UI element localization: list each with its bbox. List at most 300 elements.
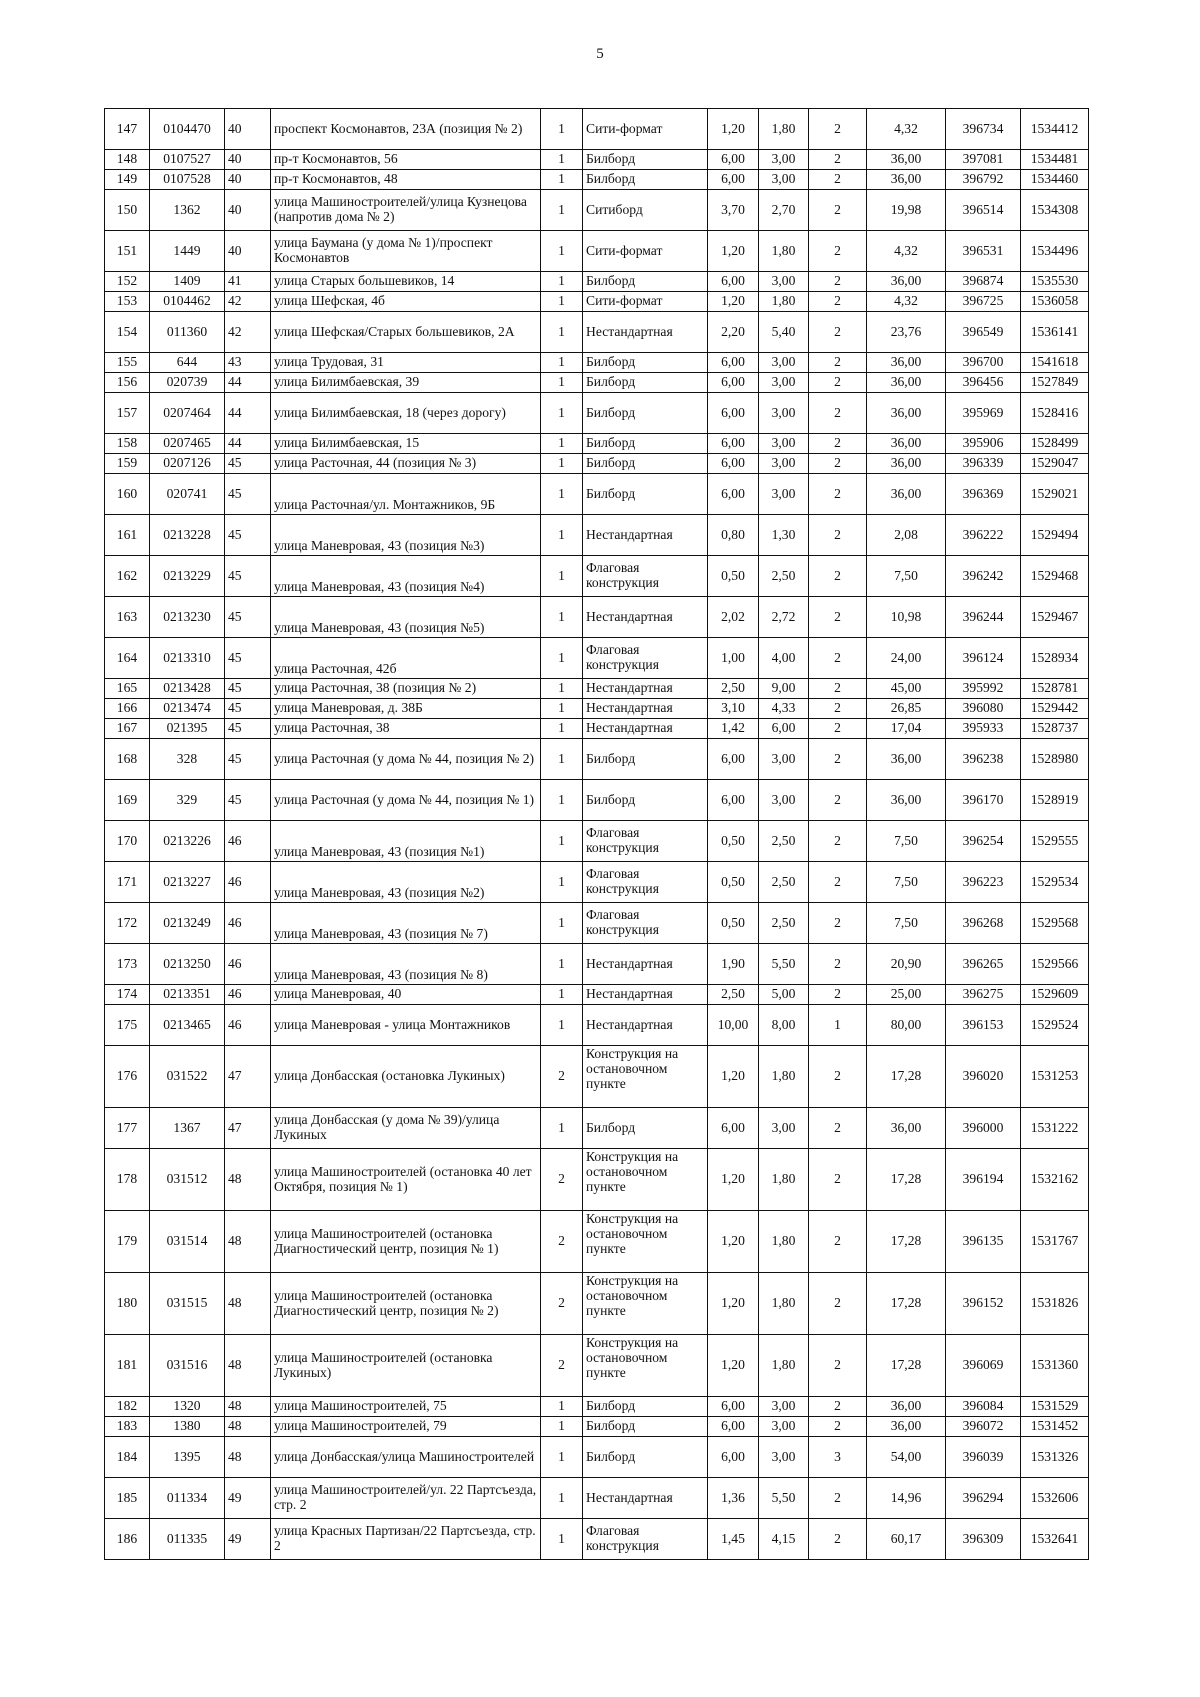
cell-count: 2 [541, 1211, 583, 1273]
cell-coord-x: 396275 [946, 985, 1021, 1005]
cell-sides: 2 [809, 821, 867, 862]
cell-count: 1 [541, 292, 583, 312]
cell-width: 2,20 [708, 312, 759, 353]
cell-sides: 2 [809, 272, 867, 292]
cell-construction-code: 011335 [150, 1519, 225, 1560]
cell-address: улица Маневровая, д. 38Б [271, 699, 541, 719]
cell-height: 2,70 [759, 190, 809, 231]
cell-district-code: 45 [225, 739, 271, 780]
cell-address: улица Донбасская (у дома № 39)/улица Лукиных [271, 1108, 541, 1149]
cell-width: 1,90 [708, 944, 759, 985]
table-row [105, 150, 1089, 170]
cell-district-code: 45 [225, 780, 271, 821]
cell-district-code: 48 [225, 1335, 271, 1397]
cell-width: 1,20 [708, 109, 759, 150]
cell-district-code: 47 [225, 1046, 271, 1108]
cell-area: 2,08 [867, 515, 946, 556]
cell-coord-x: 396000 [946, 1108, 1021, 1149]
cell-sides: 2 [809, 862, 867, 903]
cell-construction-type: Флаговая конструкция [583, 638, 708, 679]
table-row [105, 109, 1089, 150]
cell-address: улица Машиностроителей (остановка 40 лет Октября, позиция № 1) [271, 1149, 541, 1211]
table-row [105, 1397, 1089, 1417]
cell-coord-x: 396549 [946, 312, 1021, 353]
table-row [105, 393, 1089, 434]
cell-construction-type: Конструкция на остановочном пункте [583, 1211, 708, 1273]
table-row [105, 638, 1089, 679]
cell-construction-code: 0207126 [150, 454, 225, 474]
cell-sides: 2 [809, 1335, 867, 1397]
cell-sides: 2 [809, 434, 867, 454]
cell-area: 24,00 [867, 638, 946, 679]
cell-row-number: 156 [105, 373, 150, 393]
cell-construction-code: 0213474 [150, 699, 225, 719]
cell-construction-type: Билборд [583, 1397, 708, 1417]
cell-count: 1 [541, 597, 583, 638]
cell-coord-y: 1529442 [1021, 699, 1089, 719]
cell-coord-y: 1529566 [1021, 944, 1089, 985]
table-row [105, 190, 1089, 231]
cell-coord-y: 1528934 [1021, 638, 1089, 679]
table-row [105, 719, 1089, 739]
cell-coord-x: 396874 [946, 272, 1021, 292]
cell-construction-code: 031514 [150, 1211, 225, 1273]
cell-height: 9,00 [759, 679, 809, 699]
cell-count: 1 [541, 109, 583, 150]
cell-address: проспект Космонавтов, 23А (позиция № 2) [271, 109, 541, 150]
cell-area: 60,17 [867, 1519, 946, 1560]
cell-row-number: 153 [105, 292, 150, 312]
cell-row-number: 175 [105, 1005, 150, 1046]
cell-construction-type: Флаговая конструкция [583, 862, 708, 903]
cell-coord-x: 396725 [946, 292, 1021, 312]
cell-construction-code: 020741 [150, 474, 225, 515]
table-row [105, 1478, 1089, 1519]
cell-district-code: 40 [225, 150, 271, 170]
cell-row-number: 164 [105, 638, 150, 679]
cell-construction-type: Билборд [583, 780, 708, 821]
table-row [105, 862, 1089, 903]
cell-construction-type: Флаговая конструкция [583, 1519, 708, 1560]
cell-district-code: 46 [225, 821, 271, 862]
table-row [105, 903, 1089, 944]
table-row [105, 1519, 1089, 1560]
cell-address: улица Машиностроителей (остановка Диагностический центр, позиция № 1) [271, 1211, 541, 1273]
cell-count: 1 [541, 739, 583, 780]
cell-coord-y: 1534496 [1021, 231, 1089, 272]
cell-construction-type: Нестандартная [583, 719, 708, 739]
cell-construction-type: Сити-формат [583, 292, 708, 312]
cell-construction-code: 0104462 [150, 292, 225, 312]
cell-district-code: 40 [225, 109, 271, 150]
cell-count: 1 [541, 679, 583, 699]
cell-row-number: 161 [105, 515, 150, 556]
cell-address: улица Машиностроителей (остановка Диагностический центр, позиция № 2) [271, 1273, 541, 1335]
cell-width: 0,80 [708, 515, 759, 556]
table-row [105, 739, 1089, 780]
cell-address: улица Маневровая, 43 (позиция № 8) [271, 944, 541, 985]
cell-count: 1 [541, 944, 583, 985]
cell-count: 1 [541, 312, 583, 353]
cell-address: улица Маневровая, 43 (позиция №2) [271, 862, 541, 903]
table-row [105, 474, 1089, 515]
cell-address: улица Машиностроителей, 75 [271, 1397, 541, 1417]
cell-coord-x: 396238 [946, 739, 1021, 780]
cell-width: 1,20 [708, 231, 759, 272]
cell-area: 36,00 [867, 474, 946, 515]
cell-sides: 2 [809, 699, 867, 719]
cell-count: 1 [541, 780, 583, 821]
cell-count: 1 [541, 353, 583, 373]
table-row [105, 1108, 1089, 1149]
cell-height: 1,80 [759, 1149, 809, 1211]
cell-address: улица Маневровая, 43 (позиция №4) [271, 556, 541, 597]
cell-height: 3,00 [759, 454, 809, 474]
cell-height: 2,50 [759, 903, 809, 944]
cell-construction-code: 0213428 [150, 679, 225, 699]
cell-row-number: 179 [105, 1211, 150, 1273]
cell-construction-code: 031516 [150, 1335, 225, 1397]
cell-height: 3,00 [759, 739, 809, 780]
cell-width: 2,50 [708, 985, 759, 1005]
cell-height: 1,80 [759, 292, 809, 312]
cell-district-code: 41 [225, 272, 271, 292]
cell-sides: 2 [809, 780, 867, 821]
cell-width: 6,00 [708, 454, 759, 474]
cell-coord-x: 396244 [946, 597, 1021, 638]
page-number: 5 [596, 46, 604, 62]
cell-construction-type: Нестандартная [583, 699, 708, 719]
cell-sides: 2 [809, 1417, 867, 1437]
cell-sides: 2 [809, 1046, 867, 1108]
table-row [105, 1417, 1089, 1437]
cell-row-number: 167 [105, 719, 150, 739]
cell-width: 1,20 [708, 1335, 759, 1397]
cell-construction-code: 031512 [150, 1149, 225, 1211]
cell-count: 1 [541, 170, 583, 190]
cell-height: 1,80 [759, 109, 809, 150]
cell-height: 4,15 [759, 1519, 809, 1560]
table-row [105, 454, 1089, 474]
table-row [105, 373, 1089, 393]
cell-width: 0,50 [708, 556, 759, 597]
cell-district-code: 48 [225, 1437, 271, 1478]
cell-row-number: 174 [105, 985, 150, 1005]
cell-count: 2 [541, 1149, 583, 1211]
cell-coord-x: 396223 [946, 862, 1021, 903]
cell-coord-x: 396792 [946, 170, 1021, 190]
cell-construction-code: 021395 [150, 719, 225, 739]
cell-construction-type: Нестандартная [583, 679, 708, 699]
table-row [105, 944, 1089, 985]
cell-district-code: 48 [225, 1417, 271, 1437]
cell-coord-x: 396265 [946, 944, 1021, 985]
cell-construction-type: Нестандартная [583, 985, 708, 1005]
cell-construction-type: Ситиборд [583, 190, 708, 231]
cell-height: 5,50 [759, 1478, 809, 1519]
cell-construction-type: Билборд [583, 272, 708, 292]
cell-construction-code: 020739 [150, 373, 225, 393]
cell-row-number: 169 [105, 780, 150, 821]
cell-sides: 2 [809, 638, 867, 679]
cell-count: 1 [541, 1437, 583, 1478]
cell-height: 3,00 [759, 393, 809, 434]
cell-area: 7,50 [867, 821, 946, 862]
cell-row-number: 149 [105, 170, 150, 190]
cell-construction-code: 1395 [150, 1437, 225, 1478]
cell-address: улица Баумана (у дома № 1)/проспект Космонавтов [271, 231, 541, 272]
cell-coord-y: 1532162 [1021, 1149, 1089, 1211]
cell-count: 1 [541, 393, 583, 434]
cell-district-code: 45 [225, 597, 271, 638]
cell-width: 1,20 [708, 1046, 759, 1108]
cell-construction-type: Флаговая конструкция [583, 556, 708, 597]
cell-count: 1 [541, 638, 583, 679]
cell-width: 10,00 [708, 1005, 759, 1046]
cell-construction-type: Нестандартная [583, 515, 708, 556]
cell-count: 1 [541, 699, 583, 719]
cell-width: 6,00 [708, 1397, 759, 1417]
cell-coord-y: 1528737 [1021, 719, 1089, 739]
cell-construction-code: 0213310 [150, 638, 225, 679]
cell-count: 2 [541, 1046, 583, 1108]
cell-construction-type: Нестандартная [583, 312, 708, 353]
cell-district-code: 42 [225, 312, 271, 353]
cell-sides: 2 [809, 597, 867, 638]
cell-coord-y: 1536058 [1021, 292, 1089, 312]
cell-area: 7,50 [867, 903, 946, 944]
cell-construction-type: Билборд [583, 150, 708, 170]
table-row [105, 597, 1089, 638]
cell-height: 1,80 [759, 1046, 809, 1108]
cell-sides: 2 [809, 1211, 867, 1273]
table-row [105, 353, 1089, 373]
cell-construction-code: 0104470 [150, 109, 225, 150]
cell-construction-type: Билборд [583, 474, 708, 515]
cell-coord-y: 1528919 [1021, 780, 1089, 821]
cell-district-code: 44 [225, 434, 271, 454]
cell-district-code: 45 [225, 556, 271, 597]
cell-area: 36,00 [867, 780, 946, 821]
cell-row-number: 163 [105, 597, 150, 638]
cell-height: 3,00 [759, 1108, 809, 1149]
cell-district-code: 44 [225, 393, 271, 434]
cell-area: 17,28 [867, 1149, 946, 1211]
cell-coord-x: 396084 [946, 1397, 1021, 1417]
cell-count: 1 [541, 454, 583, 474]
cell-construction-type: Билборд [583, 170, 708, 190]
cell-row-number: 186 [105, 1519, 150, 1560]
cell-count: 1 [541, 474, 583, 515]
cell-coord-y: 1532641 [1021, 1519, 1089, 1560]
registry-table [104, 108, 1089, 1560]
cell-sides: 2 [809, 373, 867, 393]
cell-sides: 2 [809, 1108, 867, 1149]
cell-count: 1 [541, 434, 583, 454]
cell-row-number: 162 [105, 556, 150, 597]
cell-width: 6,00 [708, 150, 759, 170]
cell-construction-type: Нестандартная [583, 597, 708, 638]
cell-district-code: 47 [225, 1108, 271, 1149]
cell-district-code: 48 [225, 1273, 271, 1335]
table-row [105, 780, 1089, 821]
cell-height: 1,80 [759, 1335, 809, 1397]
cell-coord-x: 396080 [946, 699, 1021, 719]
cell-width: 6,00 [708, 353, 759, 373]
cell-height: 3,00 [759, 434, 809, 454]
cell-width: 1,20 [708, 1211, 759, 1273]
cell-count: 1 [541, 1417, 583, 1437]
cell-sides: 2 [809, 1149, 867, 1211]
cell-sides: 2 [809, 515, 867, 556]
cell-sides: 2 [809, 312, 867, 353]
table-row [105, 272, 1089, 292]
cell-width: 6,00 [708, 272, 759, 292]
cell-area: 36,00 [867, 1417, 946, 1437]
cell-coord-x: 396268 [946, 903, 1021, 944]
cell-width: 6,00 [708, 393, 759, 434]
cell-height: 1,80 [759, 231, 809, 272]
cell-coord-y: 1529534 [1021, 862, 1089, 903]
table-row [105, 556, 1089, 597]
cell-row-number: 152 [105, 272, 150, 292]
cell-address: улица Машиностроителей/ул. 22 Партсъезда, стр. 2 [271, 1478, 541, 1519]
cell-area: 4,32 [867, 231, 946, 272]
cell-row-number: 148 [105, 150, 150, 170]
cell-sides: 2 [809, 150, 867, 170]
cell-width: 1,45 [708, 1519, 759, 1560]
cell-district-code: 49 [225, 1478, 271, 1519]
cell-sides: 2 [809, 109, 867, 150]
cell-row-number: 158 [105, 434, 150, 454]
cell-construction-code: 328 [150, 739, 225, 780]
table-row [105, 312, 1089, 353]
cell-address: улица Красных Партизан/22 Партсъезда, стр. 2 [271, 1519, 541, 1560]
cell-district-code: 49 [225, 1519, 271, 1560]
cell-address: улица Маневровая, 43 (позиция №1) [271, 821, 541, 862]
cell-coord-y: 1531767 [1021, 1211, 1089, 1273]
cell-height: 3,00 [759, 373, 809, 393]
cell-coord-y: 1531222 [1021, 1108, 1089, 1149]
cell-sides: 2 [809, 292, 867, 312]
cell-district-code: 44 [225, 373, 271, 393]
cell-coord-x: 397081 [946, 150, 1021, 170]
cell-coord-x: 396700 [946, 353, 1021, 373]
cell-coord-x: 396456 [946, 373, 1021, 393]
cell-coord-y: 1527849 [1021, 373, 1089, 393]
cell-width: 6,00 [708, 434, 759, 454]
cell-address: улица Расточная, 38 [271, 719, 541, 739]
cell-sides: 2 [809, 454, 867, 474]
cell-construction-code: 0213226 [150, 821, 225, 862]
cell-coord-x: 396124 [946, 638, 1021, 679]
cell-height: 1,80 [759, 1211, 809, 1273]
cell-coord-x: 396072 [946, 1417, 1021, 1437]
cell-coord-x: 395906 [946, 434, 1021, 454]
table-row [105, 231, 1089, 272]
cell-address: улица Машиностроителей, 79 [271, 1417, 541, 1437]
cell-area: 36,00 [867, 1397, 946, 1417]
cell-row-number: 182 [105, 1397, 150, 1417]
cell-sides: 2 [809, 1478, 867, 1519]
cell-coord-y: 1534412 [1021, 109, 1089, 150]
cell-construction-code: 329 [150, 780, 225, 821]
cell-height: 3,00 [759, 1437, 809, 1478]
cell-coord-x: 396222 [946, 515, 1021, 556]
cell-coord-x: 396514 [946, 190, 1021, 231]
cell-sides: 2 [809, 170, 867, 190]
cell-construction-type: Конструкция на остановочном пункте [583, 1335, 708, 1397]
cell-coord-y: 1528416 [1021, 393, 1089, 434]
cell-count: 1 [541, 150, 583, 170]
table-row [105, 821, 1089, 862]
table-row [105, 434, 1089, 454]
cell-sides: 2 [809, 1273, 867, 1335]
cell-height: 3,00 [759, 1397, 809, 1417]
cell-coord-y: 1531253 [1021, 1046, 1089, 1108]
cell-coord-x: 396039 [946, 1437, 1021, 1478]
cell-width: 2,50 [708, 679, 759, 699]
cell-construction-type: Конструкция на остановочном пункте [583, 1149, 708, 1211]
cell-construction-type: Билборд [583, 1437, 708, 1478]
cell-coord-y: 1531826 [1021, 1273, 1089, 1335]
cell-coord-y: 1531360 [1021, 1335, 1089, 1397]
cell-coord-y: 1531326 [1021, 1437, 1089, 1478]
cell-height: 1,80 [759, 1273, 809, 1335]
cell-sides: 2 [809, 231, 867, 272]
cell-coord-y: 1529494 [1021, 515, 1089, 556]
cell-area: 4,32 [867, 292, 946, 312]
cell-address: улица Машиностроителей/улица Кузнецова (напротив дома № 2) [271, 190, 541, 231]
cell-coord-y: 1529555 [1021, 821, 1089, 862]
cell-sides: 2 [809, 190, 867, 231]
cell-count: 1 [541, 556, 583, 597]
cell-construction-type: Билборд [583, 1108, 708, 1149]
cell-sides: 2 [809, 393, 867, 434]
cell-row-number: 172 [105, 903, 150, 944]
cell-coord-y: 1531529 [1021, 1397, 1089, 1417]
cell-construction-code: 1320 [150, 1397, 225, 1417]
cell-address: улица Маневровая, 43 (позиция №3) [271, 515, 541, 556]
table-row [105, 1149, 1089, 1211]
cell-sides: 2 [809, 903, 867, 944]
cell-width: 1,20 [708, 292, 759, 312]
cell-construction-type: Флаговая конструкция [583, 903, 708, 944]
cell-coord-x: 396339 [946, 454, 1021, 474]
table-row [105, 679, 1089, 699]
cell-address: улица Старых большевиков, 14 [271, 272, 541, 292]
cell-width: 6,00 [708, 1417, 759, 1437]
cell-coord-x: 395969 [946, 393, 1021, 434]
cell-construction-type: Нестандартная [583, 1478, 708, 1519]
cell-height: 4,00 [759, 638, 809, 679]
cell-row-number: 154 [105, 312, 150, 353]
cell-construction-type: Конструкция на остановочном пункте [583, 1046, 708, 1108]
cell-area: 36,00 [867, 353, 946, 373]
cell-width: 1,20 [708, 1273, 759, 1335]
cell-address: улица Шефская, 4б [271, 292, 541, 312]
cell-address: улица Маневровая, 40 [271, 985, 541, 1005]
cell-area: 7,50 [867, 556, 946, 597]
cell-construction-code: 0107528 [150, 170, 225, 190]
cell-district-code: 45 [225, 454, 271, 474]
cell-address: улица Расточная, 44 (позиция № 3) [271, 454, 541, 474]
cell-construction-code: 0213229 [150, 556, 225, 597]
cell-address: улица Расточная (у дома № 44, позиция № 2) [271, 739, 541, 780]
cell-row-number: 157 [105, 393, 150, 434]
cell-coord-x: 396135 [946, 1211, 1021, 1273]
cell-area: 36,00 [867, 393, 946, 434]
